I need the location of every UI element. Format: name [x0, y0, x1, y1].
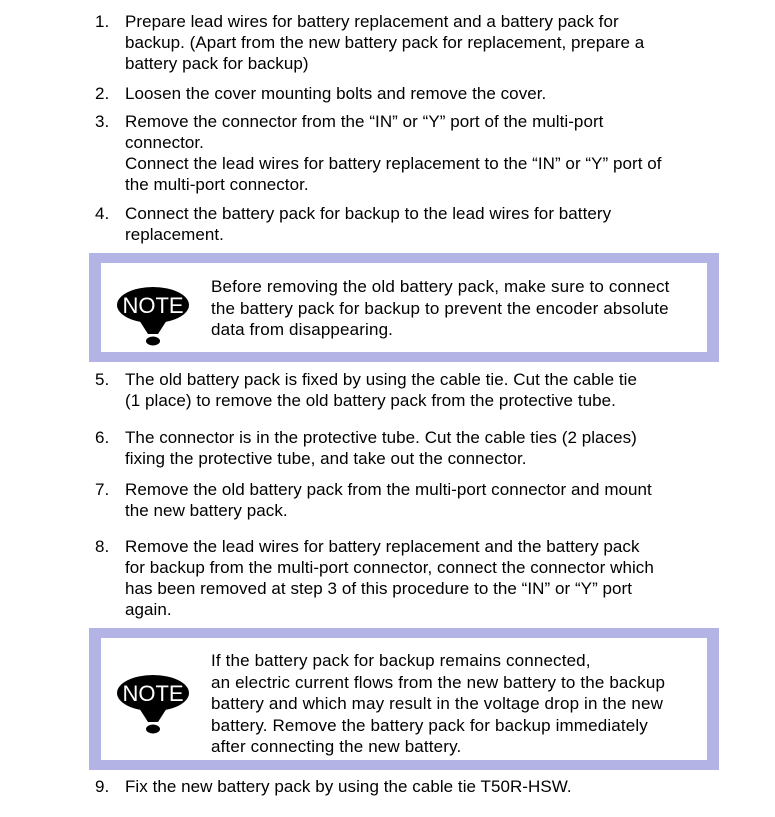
note-box — [89, 253, 719, 362]
step-line: Fix the new battery pack by using the cable tie T50R-HSW. — [125, 777, 572, 796]
note-line: data from disappearing. — [211, 320, 394, 339]
step-number: 8. — [95, 537, 110, 556]
step-line: has been removed at step 3 of this procedure to the “IN” or “Y” port — [125, 579, 633, 598]
step-line: backup. (Apart from the new battery pack for replacement, prepare a — [125, 33, 645, 52]
step-line: Remove the old battery pack from the multi-port connector and mount — [125, 480, 652, 499]
note-icon-label: NOTE — [122, 293, 184, 318]
note-content — [101, 263, 707, 352]
step-line: The connector is in the protective tube. Cut the cable ties (2 places) — [125, 428, 637, 447]
step-text — [125, 11, 735, 74]
step-number: 7. — [95, 480, 110, 499]
note-line: If the battery pack for backup remains connected, — [211, 651, 591, 670]
note-line: an electric current flows from the new battery to the backup — [211, 672, 666, 692]
step-line: (1 place) to remove the old battery pack from the protective tube. — [125, 391, 616, 410]
step-text — [125, 427, 735, 469]
step-line: the multi-port connector. — [125, 175, 309, 194]
note-line: battery and which may result in the voltage drop in the new — [211, 694, 664, 713]
note-exclamation-icon — [115, 278, 191, 346]
note-line: after connecting the new battery. — [211, 737, 462, 756]
step-line: Remove the connector from the “IN” or “Y” port of the multi-port — [125, 112, 604, 131]
note-exclamation-icon — [115, 666, 191, 734]
step-line: the new battery pack. — [125, 501, 288, 520]
step-line: Remove the lead wires for battery replacement and the battery pack — [125, 537, 640, 556]
note-text — [211, 650, 665, 758]
step-text — [125, 83, 735, 104]
step-line: fixing the protective tube, and take out the connector. — [125, 449, 527, 468]
step-line: Connect the battery pack for backup to the lead wires for battery — [125, 204, 612, 223]
note-line: battery. Remove the battery pack for backup immediately — [211, 715, 648, 735]
note-icon-label: NOTE — [122, 681, 184, 706]
step-number: 5. — [95, 370, 110, 389]
step-number: 1. — [95, 12, 110, 31]
step-number: 3. — [95, 112, 110, 131]
step-line: again. — [125, 600, 172, 619]
step-text — [125, 536, 735, 620]
step-text — [125, 111, 735, 195]
step-text — [125, 479, 735, 521]
note-text — [211, 276, 670, 341]
step-number: 4. — [95, 204, 110, 223]
step-text — [125, 369, 735, 411]
step-line: connector. — [125, 133, 204, 152]
step-line: for backup from the multi-port connector, connect the connector which — [125, 558, 654, 577]
step-number: 2. — [95, 84, 110, 103]
note-content — [101, 638, 707, 760]
note-box — [89, 628, 719, 770]
step-number: 6. — [95, 428, 110, 447]
step-line: Connect the lead wires for battery replacement to the “IN” or “Y” port of — [125, 154, 662, 173]
note-line: Before removing the old battery pack, make sure to connect — [211, 277, 670, 296]
step-text — [125, 776, 735, 797]
step-text — [125, 203, 735, 245]
note-line: the battery pack for backup to prevent the encoder absolute — [211, 298, 669, 318]
step-line: The old battery pack is fixed by using the cable tie. Cut the cable tie — [125, 370, 637, 389]
step-number: 9. — [95, 777, 110, 796]
step-line: battery pack for backup) — [125, 54, 309, 73]
step-line: Prepare lead wires for battery replacement and a battery pack for — [125, 12, 619, 31]
step-line: Loosen the cover mounting bolts and remove the cover. — [125, 84, 547, 103]
step-line: replacement. — [125, 225, 224, 244]
